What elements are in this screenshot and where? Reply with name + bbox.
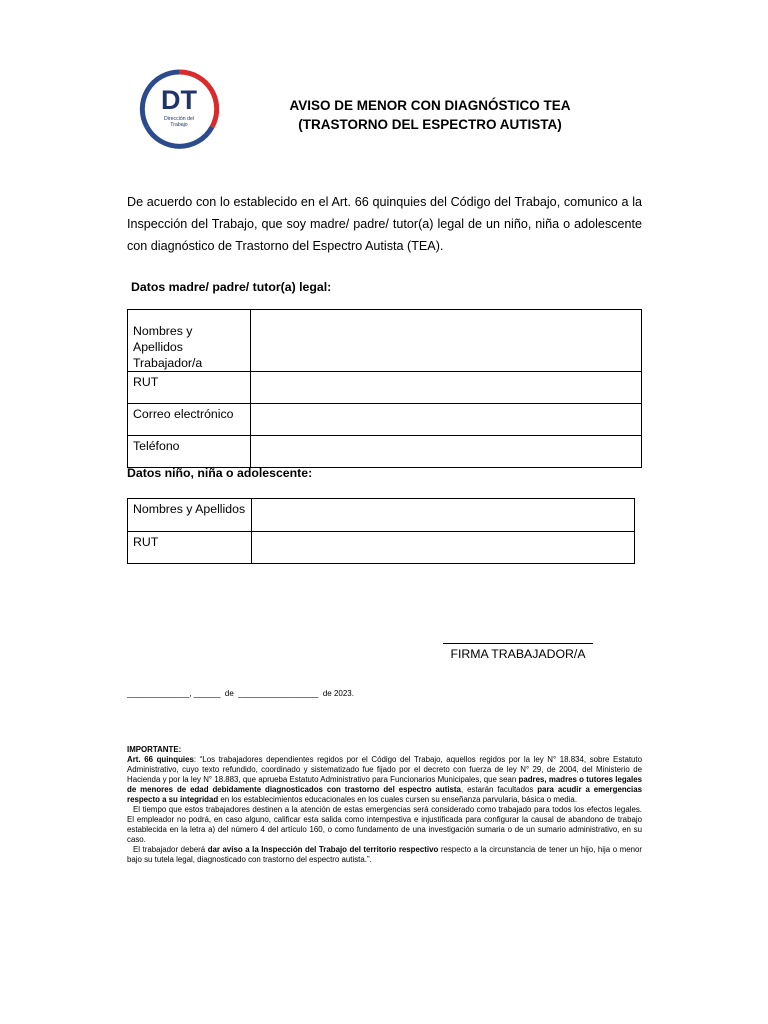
parent-email-field[interactable] (251, 404, 642, 436)
table-row (128, 310, 642, 372)
child-name-label: Nombres y Apellidos (128, 499, 252, 532)
child-data-table (127, 498, 635, 564)
date-day-blank[interactable]: ______ (193, 689, 221, 698)
parent-name-label: Nombres y Apellidos Trabajador/a (128, 310, 251, 372)
svg-text:DT: DT (161, 85, 197, 115)
direccion-del-trabajo-logo (139, 69, 219, 149)
dt-logo-icon (139, 69, 219, 149)
table-row (128, 372, 642, 404)
signature-label: FIRMA TRABAJADOR/A (450, 647, 586, 661)
child-section-heading: Datos niño, niña o adolescente: (127, 466, 313, 480)
parent-section-heading: Datos madre/ padre/ tutor(a) legal: (131, 280, 332, 294)
svg-text:Dirección del: Dirección del (164, 116, 194, 122)
important-note (127, 745, 642, 865)
p1-text-e: en los establecimientos educacionales en los cuales cursen su enseñanza parvularia, básica o media. (218, 795, 578, 804)
table-row (128, 436, 642, 468)
important-paragraph-2: El tiempo que estos trabajadores destinen a la atención de estas emergencias será considerado como trabajado para todos los efectos legales. El empleador no podrá, en caso alguno, calificar esta salida como intempestiva e injustificada para configurar la causal de abandono de trabajo establecida en la letra a) del número 4 del artículo 160, o como fundamento de una investigación sumaria o de un sumario administrativo, en su caso. (127, 805, 642, 844)
child-name-field[interactable] (252, 499, 635, 532)
date-month-blank[interactable]: __________________ (238, 689, 319, 698)
parent-phone-field[interactable] (251, 436, 642, 468)
important-heading: IMPORTANTE: (127, 745, 182, 754)
p1-text-c: , estarán facultados (460, 785, 538, 794)
date-line (127, 689, 354, 698)
child-rut-label: RUT (128, 532, 252, 564)
parent-rut-label: RUT (128, 372, 251, 404)
parent-name-field[interactable] (251, 310, 642, 372)
p3-text-c: respecto a la circunstancia de tener un hijo, hija o menor bajo su tutela legal, diagnosticado con trastorno del espectro autista.”. (127, 845, 642, 864)
parent-email-label: Correo electrónico (128, 404, 251, 436)
parent-phone-label: Teléfono (128, 436, 251, 468)
title-line-1: AVISO DE MENOR CON DIAGNÓSTICO TEA (289, 98, 571, 113)
date-place-blank[interactable]: ______________ (127, 689, 190, 698)
child-rut-field[interactable] (252, 532, 635, 564)
intro-paragraph: De acuerdo con lo establecido en el Art. 66 quinquies del Código del Trabajo, comunico a la Inspección del Trabajo, que soy madre/ padre/ tutor(a) legal de un niño, niña o adolescente con diagnóstico de Trastorno del Espectro Autista (TEA). (127, 195, 642, 253)
document-title (240, 96, 620, 134)
date-year-label: de 2023. (322, 689, 354, 698)
p1-text-a: : “Los trabajadores dependientes regidos por el Código del Trabajo, aquellos regidos por la ley N° 18.834, sobre Estatuto Administrativo, cuyo texto refundido, coordinado y sistematizado fue fijado por el decreto con fuerza de ley N° 29, de 2004, del Ministerio de Hacienda y por la ley N° 18.883, que aprueba Estatuto Administrativo para Funcionarios Municipales, que sean (127, 755, 643, 784)
signature-line[interactable] (443, 643, 593, 644)
parent-rut-field[interactable] (251, 372, 642, 404)
article-label: Art. 66 quinquies (127, 755, 194, 764)
date-separator: , (189, 689, 192, 698)
p3-text-b: dar aviso a la Inspección del Trabajo del territorio respectivo (207, 845, 439, 854)
svg-text:Trabajo: Trabajo (170, 122, 188, 128)
table-row (128, 532, 635, 564)
date-de-label: de (224, 689, 234, 698)
p3-text-a: El trabajador deberá (133, 845, 208, 854)
title-line-2: (TRASTORNO DEL ESPECTRO AUTISTA) (298, 117, 562, 132)
table-row (128, 404, 642, 436)
important-paragraph-1 (127, 755, 642, 805)
p1-text-b: padres, madres o tutores legales de menores de edad debidamente diagnosticados con trastorno del espectro autista (127, 775, 643, 794)
table-row (128, 499, 635, 532)
important-paragraph-3 (127, 845, 642, 865)
parent-data-table (127, 309, 642, 468)
p1-text-d: para acudir a emergencias respecto a su integridad (127, 785, 643, 804)
